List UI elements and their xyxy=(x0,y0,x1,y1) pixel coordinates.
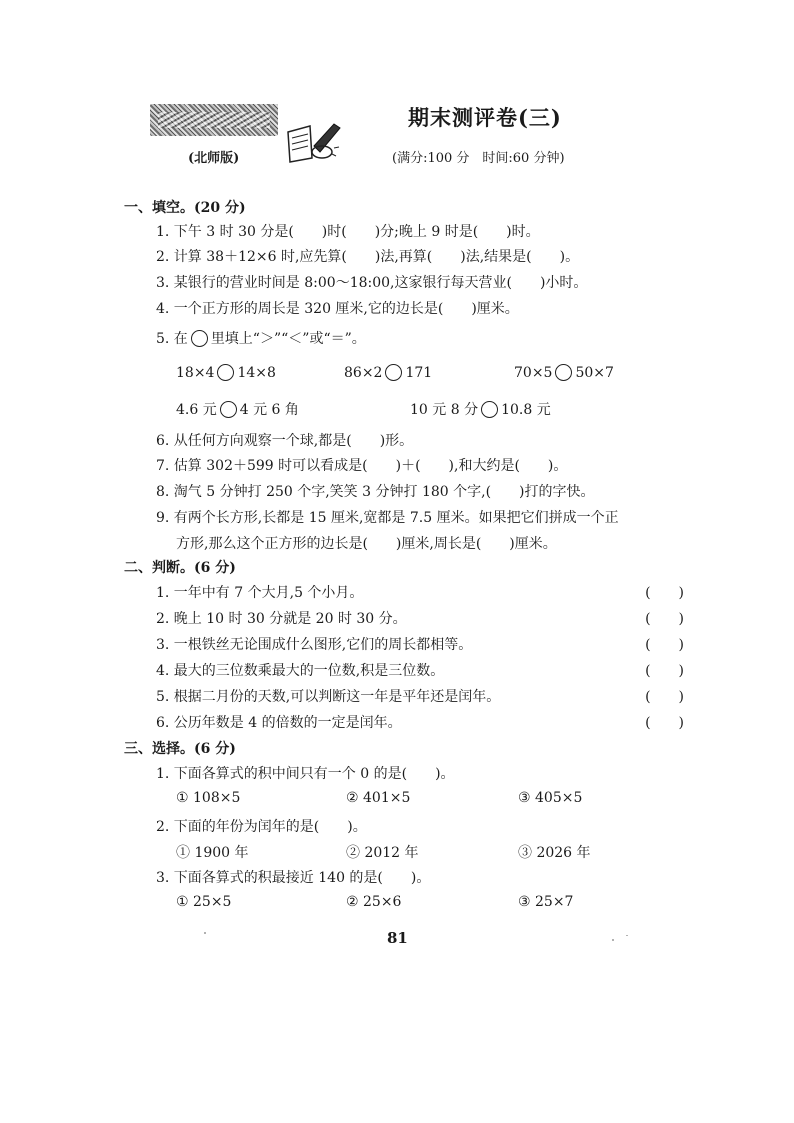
scan-speck xyxy=(626,935,628,936)
answer-paren[interactable]: ( ) xyxy=(645,689,684,705)
compare-item: 4.6 元 4 元 6 角 xyxy=(176,402,299,418)
true-false-q2: 2. 晚上 10 时 30 分就是 20 时 30 分。 xyxy=(156,611,407,627)
true-false-q6: 6. 公历年数是 4 的倍数的一定是闰年。 xyxy=(156,715,402,731)
compare-circle-icon[interactable] xyxy=(217,364,234,381)
choice-option[interactable]: ② 2012 年 xyxy=(346,845,419,861)
edition-label: (北师版) xyxy=(188,151,240,166)
fill-blank-q2: 2. 计算 38＋12×6 时,应先算( )法,再算( )法,结果是( )。 xyxy=(156,249,580,265)
true-false-q3: 3. 一根铁丝无论围成什么图形,它们的周长都相等。 xyxy=(156,637,473,653)
fill-blank-q1: 1. 下午 3 时 30 分是( )时( )分;晚上 9 时是( )时。 xyxy=(156,224,540,240)
choice-option[interactable]: ③ 25×7 xyxy=(518,894,574,910)
answer-paren[interactable]: ( ) xyxy=(645,585,684,601)
compare-item: 86×2 171 xyxy=(344,365,433,381)
compare-circle-icon[interactable] xyxy=(385,364,402,381)
true-false-q5: 5. 根据二月份的天数,可以判断这一年是平年还是闰年。 xyxy=(156,689,501,705)
compare-item: 18×4 14×8 xyxy=(176,365,276,381)
choice-option[interactable]: ① 25×5 xyxy=(176,894,232,910)
header-banner-decoration xyxy=(150,104,278,136)
choice-option[interactable]: ② 401×5 xyxy=(346,790,411,806)
compare-item: 70×5 50×7 xyxy=(514,365,614,381)
book-pen-icon xyxy=(284,118,344,164)
fill-blank-q8: 8. 淘气 5 分钟打 250 个字,笑笑 3 分钟打 180 个字,( )打的字快。 xyxy=(156,484,595,500)
answer-paren[interactable]: ( ) xyxy=(645,637,684,653)
q5-lead: 5. 在 xyxy=(156,331,188,347)
choice-q3: 3. 下面各算式的积最接近 140 的是( )。 xyxy=(156,870,431,886)
true-false-q4: 4. 最大的三位数乘最大的一位数,积是三位数。 xyxy=(156,663,445,679)
compare-item: 10 元 8 分 10.8 元 xyxy=(410,402,551,418)
choice-q2: 2. 下面的年份为闰年的是( )。 xyxy=(156,819,367,835)
fill-blank-q6: 6. 从任何方向观察一个球,都是( )形。 xyxy=(156,433,414,449)
q5-tail: 里填上“＞”“＜”或“＝”。 xyxy=(210,331,366,347)
choice-option[interactable]: ① 108×5 xyxy=(176,790,241,806)
choice-option[interactable]: ① 1900 年 xyxy=(176,845,249,861)
answer-paren[interactable]: ( ) xyxy=(645,715,684,731)
fill-blank-q9: 9. 有两个长方形,长都是 15 厘米,宽都是 7.5 厘米。如果把它们拼成一个正 xyxy=(156,510,619,526)
choice-option[interactable]: ③ 405×5 xyxy=(518,790,583,806)
answer-paren[interactable]: ( ) xyxy=(645,663,684,679)
section-true-false-title: 二、判断。(6 分) xyxy=(124,560,236,576)
compare-circle-icon[interactable] xyxy=(220,401,237,418)
scan-speck xyxy=(612,939,614,941)
compare-circle-icon xyxy=(191,330,208,347)
score-time-info: (满分:100 分 时间:60 分钟) xyxy=(392,151,565,166)
section-choice-title: 三、选择。(6 分) xyxy=(124,741,236,757)
fill-blank-q7: 7. 估算 302＋599 时可以看成是( )＋( ),和大约是( )。 xyxy=(156,458,568,474)
section-fill-blank-title: 一、填空。(20 分) xyxy=(124,200,246,216)
page-number: 81 xyxy=(387,929,408,947)
fill-blank-q4: 4. 一个正方形的周长是 320 厘米,它的边长是( )厘米。 xyxy=(156,301,519,317)
answer-paren[interactable]: ( ) xyxy=(645,611,684,627)
choice-option[interactable]: ② 25×6 xyxy=(346,894,402,910)
compare-circle-icon[interactable] xyxy=(481,401,498,418)
compare-circle-icon[interactable] xyxy=(555,364,572,381)
true-false-q1: 1. 一年中有 7 个大月,5 个小月。 xyxy=(156,585,364,601)
fill-blank-q9-cont: 方形,那么这个正方形的边长是( )厘米,周长是( )厘米。 xyxy=(176,536,557,552)
scan-speck xyxy=(204,932,206,934)
page-title: 期末测评卷(三) xyxy=(408,105,562,130)
fill-blank-q5 xyxy=(156,328,366,348)
choice-option[interactable]: ③ 2026 年 xyxy=(518,845,591,861)
fill-blank-q3: 3. 某银行的营业时间是 8:00～18:00,这家银行每天营业( )小时。 xyxy=(156,275,588,291)
choice-q1: 1. 下面各算式的积中间只有一个 0 的是( )。 xyxy=(156,766,455,782)
